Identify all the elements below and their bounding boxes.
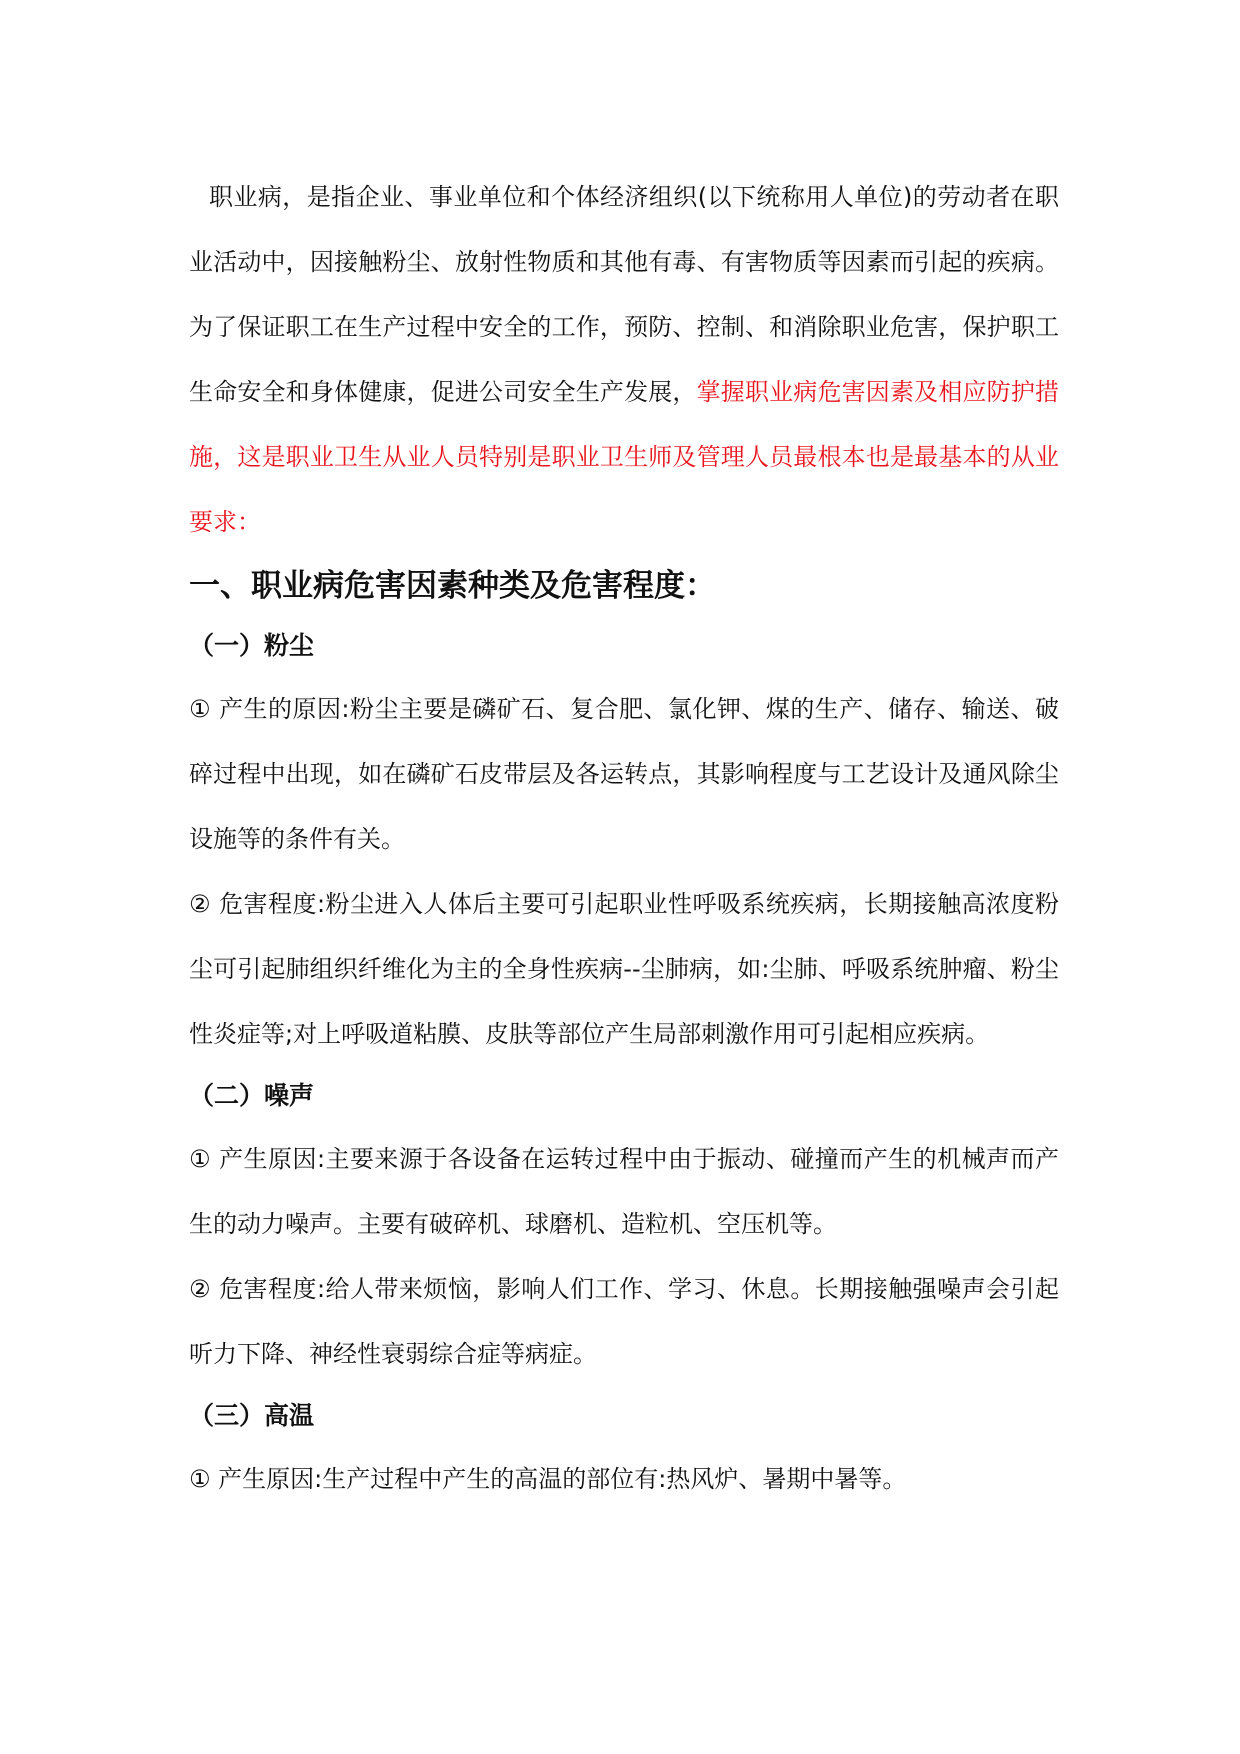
intro-highlight-text: 掌握职业病危害因素及相应防护措施，这是职业卫生从业人员特别是职业卫生师及管理人员最根本也是最基本的从业要求： bbox=[189, 378, 1060, 536]
document-page bbox=[189, 165, 1059, 1512]
subsection-heading-dust: （一）粉尘 bbox=[189, 631, 315, 660]
intro-text: 职业病，是指企业、事业单位和个体经济组织(以下统称用人单位)的劳动者在职业活动中，因接触粉尘、放射性物质和其他有毒、有害物质等因素而引起的疾病。为了保证职工在生产过程中安全的工作，预防、控制、和消除职业危害，保护职工生命安全和身体健康，促进公司安全生产发展， bbox=[189, 183, 1059, 406]
subsection-heading-noise: （二）噪声 bbox=[189, 1081, 315, 1110]
section-heading: 一、职业病危害因素种类及危害程度： bbox=[189, 568, 716, 604]
subsection-heading-heat: （三）高温 bbox=[189, 1401, 315, 1430]
dust-harm-paragraph: ② 危害程度:粉尘进入人体后主要可引起职业性呼吸系统疾病，长期接触高浓度粉尘可引起肺组织纤维化为主的全身性疾病--尘肺病，如:尘肺、呼吸系统肿瘤、粉尘性炎症等;对上呼吸道粘膜、皮肤等部位产生局部刺激作用可引起相应疾病。 bbox=[189, 890, 1059, 1048]
noise-cause-paragraph: ① 产生原因:主要来源于各设备在运转过程中由于振动、碰撞而产生的机械声而产生的动力噪声。主要有破碎机、球磨机、造粒机、空压机等。 bbox=[189, 1145, 1059, 1238]
heat-cause-paragraph: ① 产生原因:生产过程中产生的高温的部位有:热风炉、暑期中暑等。 bbox=[189, 1465, 907, 1493]
intro-paragraph bbox=[189, 165, 1059, 555]
noise-harm-paragraph: ② 危害程度:给人带来烦恼，影响人们工作、学习、休息。长期接触强噪声会引起听力下降、神经性衰弱综合症等病症。 bbox=[189, 1275, 1059, 1368]
dust-cause-paragraph: ① 产生的原因:粉尘主要是磷矿石、复合肥、氯化钾、煤的生产、储存、输送、破碎过程中出现，如在磷矿石皮带层及各运转点，其影响程度与工艺设计及通风除尘设施等的条件有关。 bbox=[189, 695, 1059, 853]
